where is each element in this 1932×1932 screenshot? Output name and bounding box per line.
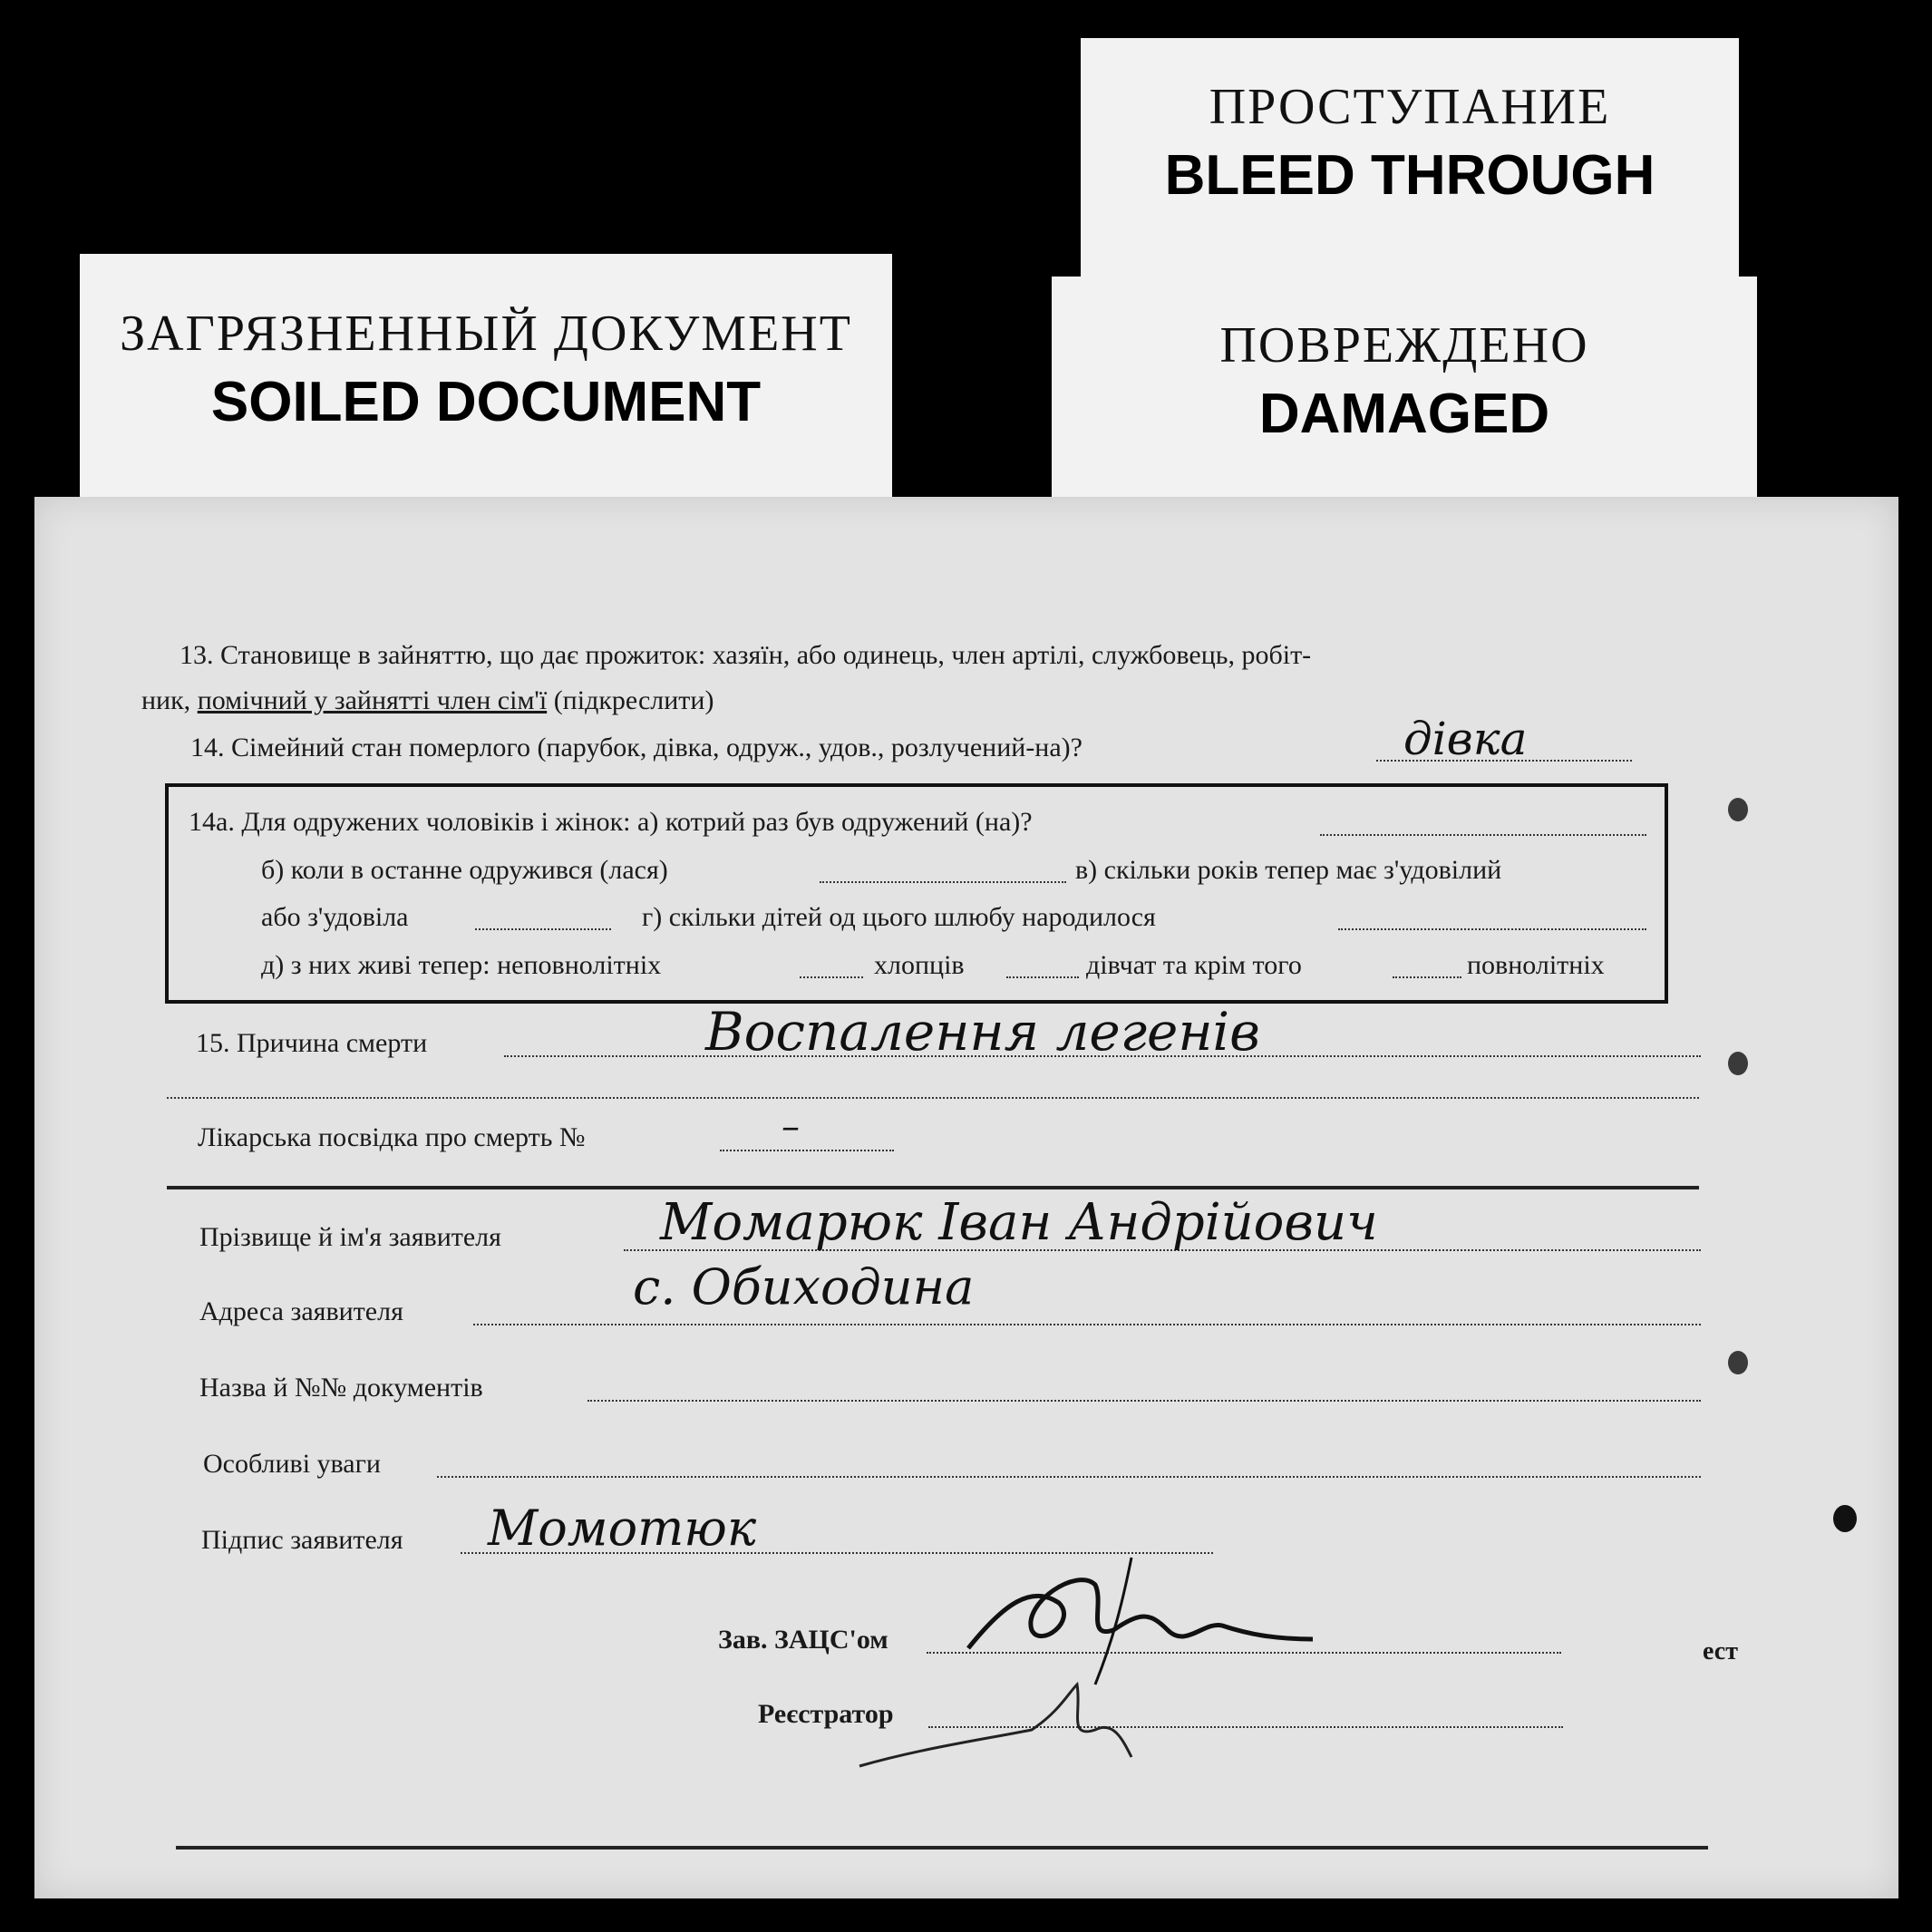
bottom-rule xyxy=(176,1846,1708,1849)
item-14a-line-2-field xyxy=(820,881,1066,883)
signature-label: Підпис заявителя xyxy=(201,1525,403,1555)
applicant-address-line xyxy=(473,1324,1701,1325)
medical-certificate-label: Лікарська посвідка про смерть № xyxy=(198,1122,586,1152)
item-14a-line-4c-field xyxy=(1393,976,1461,978)
remarks-label: Особливі уваги xyxy=(203,1449,381,1479)
item-14a-box xyxy=(165,783,1668,1004)
section-divider xyxy=(167,1186,1699,1189)
item-14a-line-3b: г) скільки дітей од цього шлюбу народилося xyxy=(642,902,1156,932)
margin-fragment: ест xyxy=(1703,1637,1738,1665)
item-15-line-2 xyxy=(167,1097,1699,1099)
applicant-address-value: с. Обиходина xyxy=(633,1258,975,1316)
item-13-suffix: (підкреслити) xyxy=(547,685,714,715)
documents-label: Назва й №№ документів xyxy=(199,1373,483,1403)
item-14a-line-3a-field xyxy=(475,928,611,930)
item-13-line-1: 13. Становище в зайняттю, що дає прожиток: хазяїн, або одинець, член артілі, службовець, робіт- xyxy=(180,640,1312,670)
damaged-label-en: DAMAGED xyxy=(1258,383,1550,445)
applicant-name-value: Момарюк Іван Андрійович xyxy=(660,1193,1378,1252)
damaged-label-ru: ПОВРЕЖДЕНО xyxy=(1219,317,1589,374)
item-14a-line-3b-field xyxy=(1338,928,1646,930)
item-14a-line-4b: хлопців xyxy=(874,950,965,980)
item-14a-line-2b: в) скільки років тепер має з'удовілий xyxy=(1075,855,1502,885)
bleed-through-label xyxy=(1081,38,1739,301)
item-13-line-2 xyxy=(141,685,714,716)
death-record-form xyxy=(34,497,1898,1898)
soiled-label-ru: ЗАГРЯЗНЕННЫЙ ДОКУМЕНТ xyxy=(120,306,852,362)
item-14a-line-1-field xyxy=(1320,834,1646,836)
medical-certificate-line xyxy=(720,1150,894,1151)
item-14a-line-4d: повнолітніх xyxy=(1467,950,1605,980)
medical-certificate-value: – xyxy=(782,1106,800,1148)
item-14-label: 14. Сімейний стан померлого (парубок, дівка, одруж., удов., розлучений-на)? xyxy=(190,733,1083,762)
item-15-label: 15. Причина смерти xyxy=(196,1028,428,1058)
item-13-prefix: ник, xyxy=(141,685,198,715)
binding-hole xyxy=(1728,1052,1748,1075)
binding-hole xyxy=(1728,1351,1748,1374)
item-14a-line-3a: або з'удовіла xyxy=(261,902,409,932)
bleed-label-en: BLEED THROUGH xyxy=(1164,144,1655,207)
registrar-label: Реєстратор xyxy=(758,1699,894,1729)
remarks-line xyxy=(437,1476,1701,1478)
documents-line xyxy=(587,1400,1701,1402)
item-15-value: Воспалення легенів xyxy=(705,1001,1260,1063)
head-zags-label: Зав. ЗАЦС'ом xyxy=(718,1625,888,1655)
item-14a-line-4c: дівчат та крім того xyxy=(1086,950,1302,980)
head-zags-signature-mark xyxy=(950,1549,1331,1694)
applicant-address-label: Адреса заявителя xyxy=(199,1296,403,1326)
binding-hole xyxy=(1833,1505,1857,1532)
item-13-underlined-choice: помічний у зайнятті член сім'ї xyxy=(197,685,548,715)
applicant-name-label: Прізвище й ім'я заявителя xyxy=(199,1222,501,1252)
soiled-label-en: SOILED DOCUMENT xyxy=(210,371,762,433)
item-14a-line-4a-field xyxy=(800,976,863,978)
registrar-signature-mark xyxy=(850,1675,1159,1784)
soiled-document-label xyxy=(80,254,892,499)
item-14a-line-4b-field xyxy=(1006,976,1079,978)
item-14a-line-4a: д) з них живі тепер: неповнолітніх xyxy=(261,950,662,980)
item-14-value: дівка xyxy=(1403,713,1528,765)
signature-value: Момотюк xyxy=(488,1500,757,1557)
damaged-label xyxy=(1052,277,1757,508)
binding-hole xyxy=(1728,798,1748,821)
item-14a-line-2a: б) коли в останне одружився (лася) xyxy=(261,855,668,885)
item-14a-line-1: 14а. Для одружених чоловіків і жінок: а) котрий раз був одружений (на)? xyxy=(189,807,1033,837)
bleed-label-ru: ПРОСТУПАНИЕ xyxy=(1209,79,1611,135)
